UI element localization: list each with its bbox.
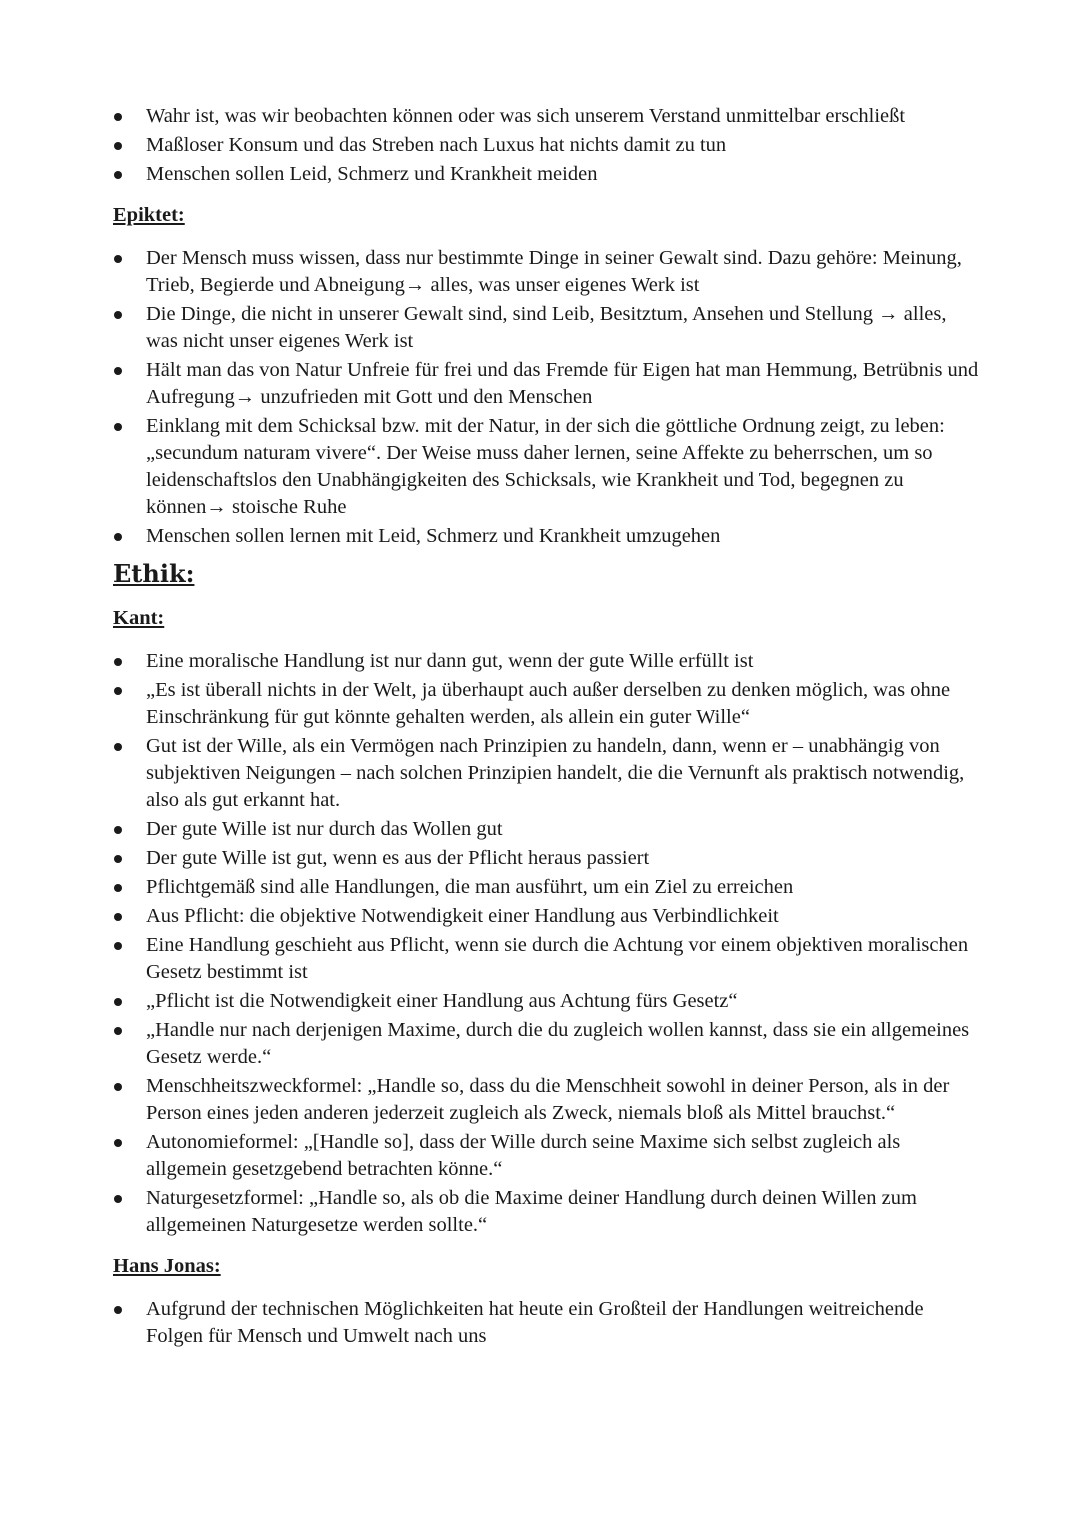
heading-ethik: Ethik: [113, 559, 195, 588]
list-item: Menschen sollen Leid, Schmerz und Krankheit meiden [113, 161, 980, 188]
list-item: Autonomieformel: „[Handle so], dass der Wille durch seine Maxime sich selbst zugleich als allgemein gesetzgebend betrachten könne.“ [113, 1129, 980, 1183]
intro-list [113, 103, 980, 188]
list-item: Hält man das von Natur Unfreie für frei und das Fremde für Eigen hat man Hemmung, Betrübnis und Aufregung→ unzufrieden mit Gott und den Menschen [113, 357, 980, 411]
list-item: Einklang mit dem Schicksal bzw. mit der Natur, in der sich die göttliche Ordnung zeigt, zu leben: „secundum naturam vivere“. Der Weise muss daher lernen, seine Affekte zu beherrschen, um so leidenschaftslos den Unabhängigkeiten des Schicksals, wie Krankheit und Tod, begegnen zu können→ stoische Ruhe [113, 413, 980, 521]
list-item: Wahr ist, was wir beobachten können oder was sich unserem Verstand unmittelbar erschließt [113, 103, 980, 130]
heading-epiktet: Epiktet: [113, 204, 185, 226]
list-item: Der gute Wille ist gut, wenn es aus der Pflicht heraus passiert [113, 845, 980, 872]
list-item: Menschheitszweckformel: „Handle so, dass du die Menschheit sowohl in deiner Person, als in der Person eines jeden anderen jederzeit zugleich als Zweck, niemals bloß als Mittel brauchst.“ [113, 1073, 980, 1127]
heading-hans-jonas: Hans Jonas: [113, 1255, 221, 1277]
list-item: Pflichtgemäß sind alle Handlungen, die man ausführt, um ein Ziel zu erreichen [113, 874, 980, 901]
epiktet-list [113, 245, 980, 550]
heading-kant: Kant: [113, 607, 165, 629]
jonas-list [113, 1296, 980, 1350]
list-item: „Handle nur nach derjenigen Maxime, durch die du zugleich wollen kannst, dass sie ein allgemeines Gesetz werde.“ [113, 1017, 980, 1071]
list-item: Eine Handlung geschieht aus Pflicht, wenn sie durch die Achtung vor einem objektiven moralischen Gesetz bestimmt ist [113, 932, 980, 986]
kant-list [113, 648, 980, 1239]
list-item: Maßloser Konsum und das Streben nach Luxus hat nichts damit zu tun [113, 132, 980, 159]
list-item: Naturgesetzformel: „Handle so, als ob die Maxime deiner Handlung durch deinen Willen zum allgemeinen Naturgesetze werden sollte.“ [113, 1185, 980, 1239]
list-item: Der Mensch muss wissen, dass nur bestimmte Dinge in seiner Gewalt sind. Dazu gehöre: Meinung, Trieb, Begierde und Abneigung→ alles, was unser eigenes Werk ist [113, 245, 980, 299]
list-item: „Pflicht ist die Notwendigkeit einer Handlung aus Achtung fürs Gesetz“ [113, 988, 980, 1015]
list-item: Aufgrund der technischen Möglichkeiten hat heute ein Großteil der Handlungen weitreichende Folgen für Mensch und Umwelt nach uns [113, 1296, 980, 1350]
list-item: Der gute Wille ist nur durch das Wollen gut [113, 816, 980, 843]
list-item: Aus Pflicht: die objektive Notwendigkeit einer Handlung aus Verbindlichkeit [113, 903, 980, 930]
list-item: Menschen sollen lernen mit Leid, Schmerz und Krankheit umzugehen [113, 523, 980, 550]
list-item: Eine moralische Handlung ist nur dann gut, wenn der gute Wille erfüllt ist [113, 648, 980, 675]
list-item: Die Dinge, die nicht in unserer Gewalt sind, sind Leib, Besitztum, Ansehen und Stellung → alles, was nicht unser eigenes Werk ist [113, 301, 980, 355]
list-item: „Es ist überall nichts in der Welt, ja überhaupt auch außer derselben zu denken möglich, was ohne Einschränkung für gut könnte gehalten werden, als allein ein guter Wille“ [113, 677, 980, 731]
list-item: Gut ist der Wille, als ein Vermögen nach Prinzipien zu handeln, dann, wenn er – unabhängig von subjektiven Neigungen – nach solchen Prinzipien handelt, die die Vernunft als praktisch notwendig, also als gut erkannt hat. [113, 733, 980, 814]
